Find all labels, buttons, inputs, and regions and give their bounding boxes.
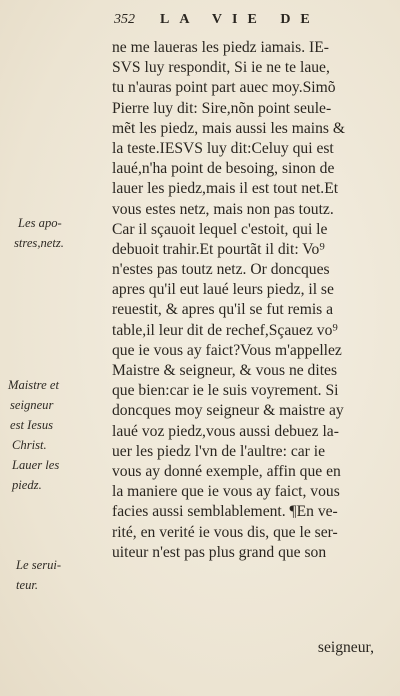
catchword-line <box>112 563 388 656</box>
text-line: Maistre & seigneur, & vous ne dites <box>112 362 338 379</box>
margin-note: stres,netz. <box>14 236 64 250</box>
text-line: n'estes pas toutz netz. Or doncques <box>112 261 330 279</box>
catchword: seigneur, <box>317 639 374 656</box>
text-line: table,il leur dit de rechef,Sçauez vo⁹ <box>112 321 338 339</box>
margin-note: Les apo- <box>18 216 62 230</box>
text-line: SVS luy respondit, Si ie ne te laue, <box>112 59 330 77</box>
text-line: uiteur n'est pas plus grand que son <box>112 543 327 561</box>
margin-note: est Iesus <box>10 418 54 432</box>
marginal-notes <box>0 0 110 696</box>
text-line: laué,n'ha point de besoing, sinon de <box>112 160 335 178</box>
margin-note: Christ. <box>12 438 47 452</box>
text-line: que ie vous ay faict?Vous m'appellez <box>112 341 342 359</box>
text-line: mẽt les piedz, mais aussi les mains & <box>112 119 346 137</box>
text-line: laué voz piedz,vous aussi debuez la- <box>112 422 339 440</box>
margin-note: teur. <box>16 578 39 592</box>
running-title: LA VIE DE <box>160 12 320 27</box>
text-line: vous ay donné exemple, affin que en <box>112 462 341 480</box>
margin-note: Maistre et <box>8 378 59 392</box>
text-line: debuoit trahir.Et pourtãt il dit: Vo⁹ <box>112 240 325 258</box>
text-line: facies aussi semblablement. ¶En ve- <box>112 503 338 521</box>
margin-note: Lauer les <box>12 458 60 472</box>
main-text-block <box>112 38 388 656</box>
text-line: rité, en verité ie vous dis, que le ser- <box>112 523 338 541</box>
text-line: reuestit, & apres qu'il se fut remis a <box>112 301 334 319</box>
text-line: la teste.IESVS luy dit:Celuy qui est <box>112 139 334 157</box>
margin-note: piedz. <box>12 478 42 492</box>
margin-note: Le serui- <box>16 558 62 572</box>
text-line: Pierre luy dit: Sire,nõn point seule- <box>112 99 332 117</box>
text-line: la maniere que ie vous ay faict, vous <box>112 483 340 501</box>
text-line: vous estes netz, mais non pas toutz. <box>112 200 334 218</box>
text-line: tu n'auras point part auec moy.Simõ <box>112 79 336 97</box>
text-line: uer les piedz l'vn de l'aultre: car ie <box>112 442 326 460</box>
margin-note: seigneur <box>10 398 54 412</box>
text-line: apres qu'il eut laué leurs piedz, il se <box>112 281 334 299</box>
text-line: Car il sçauoit lequel c'estoit, qui le <box>112 220 328 238</box>
text-line: ne me laueras les piedz iamais. IE- <box>112 39 329 56</box>
text-line: doncques moy seigneur & maistre ay <box>112 402 344 420</box>
page-number: 352 <box>114 12 135 27</box>
text-line: lauer les piedz,mais il est tout net.Et <box>112 180 339 198</box>
text-line: que bien:car ie le suis voyrement. Si <box>112 382 339 400</box>
